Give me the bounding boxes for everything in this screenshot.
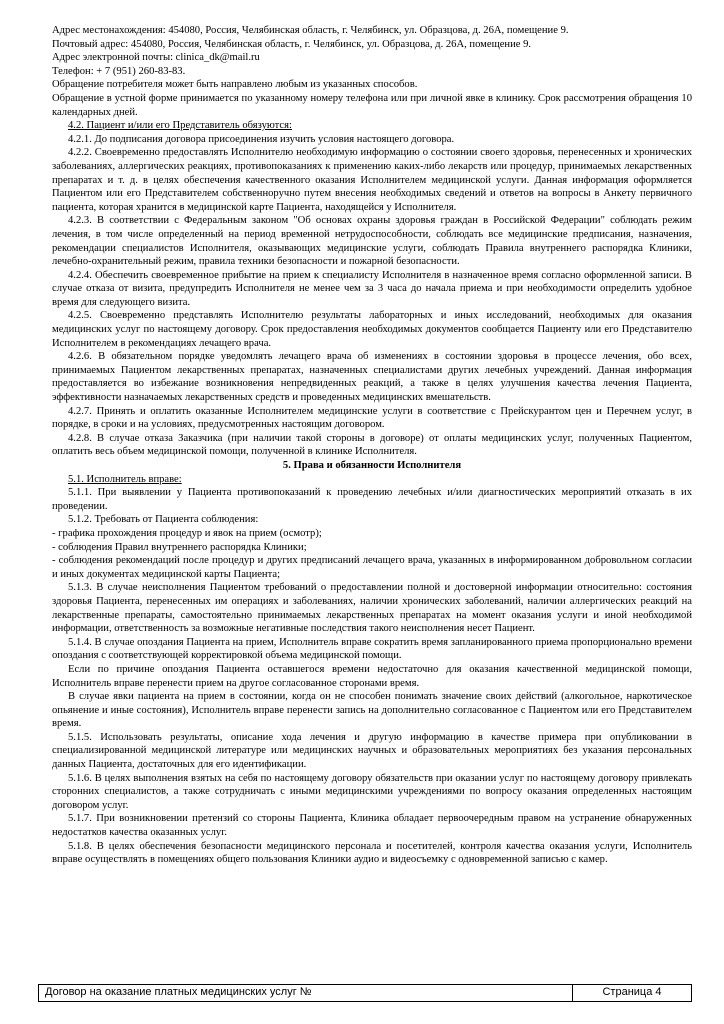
- clause-4-2-8: 4.2.8. В случае отказа Заказчика (при наличии такой стороны в договоре) от оплаты медицинских услуг, полученных Пациентом, оплатить весь объем медицинской помощи, полученной в клинике Исполнителя.: [52, 432, 692, 458]
- clause-5-1-4: 5.1.4. В случае опоздания Пациента на прием, Исполнитель вправе сократить время запланированного приема пропорционально времени опоздания с соответствующей корректировкой объема медицинской помощи.: [52, 636, 692, 662]
- bullet-schedule: - графика прохождения процедур и явок на прием (осмотр);: [52, 527, 322, 539]
- bullet-rules: - соблюдения Правил внутреннего распорядка Клиники;: [52, 541, 307, 553]
- clause-5-1-4-intoxicated: В случае явки пациента на прием в состоянии, когда он не способен понимать значение своих действий (алкогольное, наркотическое опьянение и иные состояния), Исполнитель вправе перенести запись на дополнительно согласованное с Пациентом или его Представителем время.: [52, 691, 692, 730]
- section-5-title: 5. Права и обязанности Исполнителя: [282, 460, 462, 471]
- footer-page-number: Страница 4: [602, 986, 662, 998]
- clause-4-2-4: 4.2.4. Обеспечить своевременное прибытие на прием к специалисту Исполнителя в назначенное время согласно оформленной записи. В случае отказа от визита, предупредить Исполнителя не менее чем за 3 часа до начала приема и при необходимости определить удобное время для следующего визита.: [52, 269, 692, 308]
- clause-4-2-1: 4.2.1. До подписания договора присоединения изучить условия настоящего договора.: [68, 133, 455, 145]
- clause-5-1-8: 5.1.8. В целях обеспечения безопасности медицинского персонала и посетителей, контроля качества оказания услуги, Исполнитель вправе осуществлять в помещениях общего пользования Клиники аудио и видеосъемку с одновременной записью с камер.: [52, 840, 692, 866]
- clause-5-1-7: 5.1.7. При возникновении претензий со стороны Пациента, Клиника обладает первоочередным правом на устранение обнаруженных недостатков качества оказанных услуг.: [52, 813, 692, 839]
- phone-number: Телефон: + 7 (951) 260-83-83.: [52, 65, 186, 77]
- page-footer: [38, 984, 692, 1002]
- clause-5-1-2: 5.1.2. Требовать от Пациента соблюдения:: [68, 514, 259, 526]
- clause-5-1-6: 5.1.6. В целях выполнения взятых на себя по настоящему договору обязательств при оказании услуг по настоящему договору привлекать сторонних специалистов, а также сотрудничать с иными медицинскими учреждениями по вопросу оказания определенных настоящим договором услуг.: [52, 772, 692, 811]
- clause-5-1-4-late: Если по причине опоздания Пациента оставшегося времени недостаточно для оказания качественной медицинской помощи, Исполнитель вправе перенести прием на другое согласованное сторонами время.: [52, 663, 692, 689]
- clause-4-2-5: 4.2.5. Своевременно представлять Исполнителю результаты лабораторных и иных исследований, необходимых для оказания медицинских услуг по настоящему договору. Срок предоставления необходимых документов сообщается Пациенту или его Представителю Исполнителем в рекомендациях лечащего врача.: [52, 310, 692, 349]
- email-address: Адрес электронной почты: clinica_dk@mail.ru: [52, 52, 260, 64]
- appeal-methods: Обращение потребителя может быть направлено любым из указанных способов.: [52, 79, 418, 91]
- clause-4-2-7: 4.2.7. Принять и оплатить оказанные Исполнителем медицинские услуги в соответствие с Прейскурантом цен и Перечнем услуг, в порядке, в сроки и на условиях, предусмотренных настоящим договором.: [52, 405, 692, 431]
- postal-address: Почтовый адрес: 454080, Россия, Челябинская область, г. Челябинск, ул. Образцова, д. 26А, помещение 9.: [52, 38, 532, 50]
- appeal-oral: Обращение в устной форме принимается по указанному номеру телефона или при личной явке в клинику. Срок рассмотрения обращения 10 календарных дней.: [52, 92, 692, 118]
- footer-document-title: Договор на оказание платных медицинских услуг №: [39, 985, 573, 1001]
- clause-5-1-3: 5.1.3. В случае неисполнения Пациентом требований о предоставлении полной и достоверной информации относительно: состояния здоровья Пациента, перенесенных им операциях и заболеваниях, наличии хронических заболеваний, наличии аллергических реакций на лекарственные препараты, самостоятельно принимаемых лекарственных препаратах на момент оказания услуги и иной необходимой информации, ответственность за возможные негативные последствия такого неисполнения несет Пациент.: [52, 582, 692, 635]
- bullet-recommendations: - соблюдения рекомендаций после процедур и других предписаний лечащего врача, указанных в информированном добровольном согласии и иных документах медицинской карты Пациента;: [52, 555, 692, 580]
- section-5-1-heading: 5.1. Исполнитель вправе:: [68, 473, 182, 485]
- location-address: Адрес местонахождения: 454080, Россия, Челябинская область, г. Челябинск, ул. Образцова, д. 26А, помещение 9.: [52, 25, 569, 36]
- section-4-2-heading: 4.2. Пациент и/или его Представитель обязуются:: [68, 120, 292, 132]
- clause-5-1-5: 5.1.5. Использовать результаты, описание хода лечения и другую информацию в качестве примера при опубликовании в специализированной медицинской литературе или медицинских научных и образовательных мероприятиях без указания персональных данных Пациента, достаточных для его идентификации.: [52, 731, 692, 771]
- clause-4-2-6: 4.2.6. В обязательном порядке уведомлять лечащего врача об изменениях в состоянии здоровья в процессе лечения, обо всех, принимаемых Пациентом лекарственных препаратах, назначенных специалистами других лечебных учреждений. Данная информация предоставляется во избежание возникновения непредвиденных реакций, а также в целях улучшения качества лечения Пациента, эффективности назначаемых лекарственных средств и проведенных медицинских вмешательств.: [52, 351, 692, 404]
- clause-5-1-1: 5.1.1. При выявлении у Пациента противопоказаний к проведению лечебных и/или диагностических мероприятий отказать в их проведении.: [52, 487, 692, 512]
- clause-4-2-2: 4.2.2. Своевременно предоставлять Исполнителю необходимую информацию о состоянии своего здоровья, перенесенных и хронических заболеваниях, аллергических реакциях, противопоказаниях к применению каких-либо лекарств или процедур, принимаемых лекарственных препаратах и т. д. в целях обеспечения качественного оказания Исполнителем медицинской услуги. Данная информация оформляется Пациентом или его Представителем собственноручно путем внесения необходимых сведений и ответов на вопросы в Анкету первичного пациента, которая хранится в медицинской карте Пациента, находящейся у Исполнителя.: [52, 147, 692, 213]
- document-page: [52, 24, 692, 867]
- clause-4-2-3: 4.2.3. В соответствии с Федеральным законом "Об основах охраны здоровья граждан в Российской Федерации" соблюдать режим лечения, в том числе определенный на период временной нетрудоспособности, соблюдать все медицинские предписания, назначения, рекомендации специалистов Исполнителя, оказывающих медицинские услуги, соблюдать Правила внутреннего распорядка Клиники, лечебно-охранительный режим, правила техники безопасности и пожарной безопасности.: [52, 215, 692, 268]
